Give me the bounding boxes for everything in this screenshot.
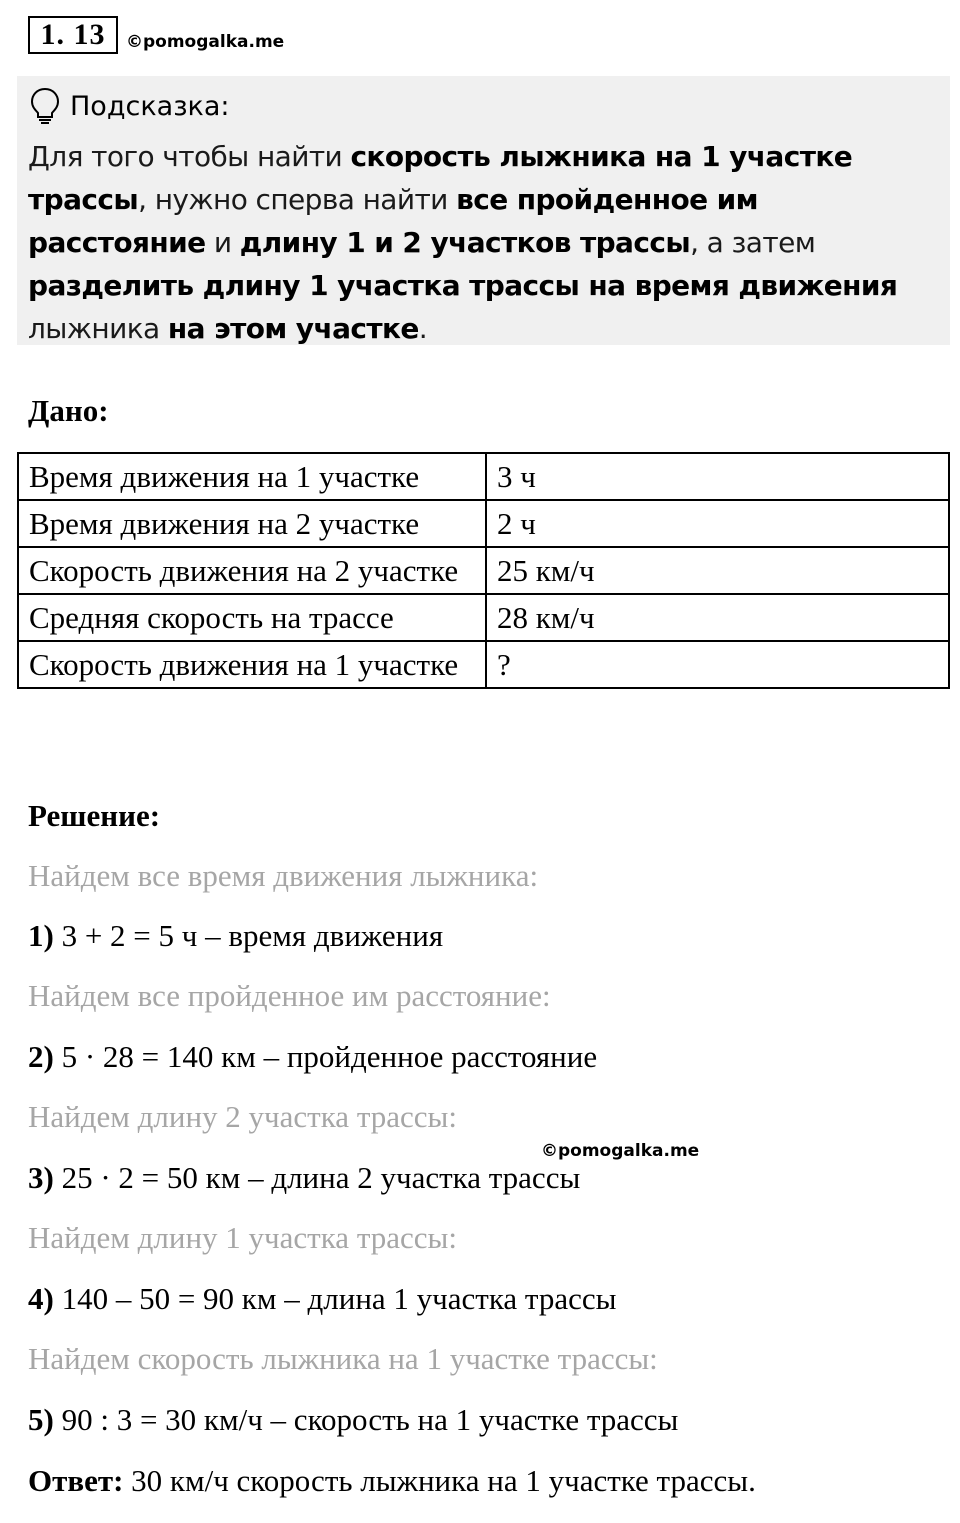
step-3-hint: Найдем длину 2 участка трассы: <box>28 1099 457 1134</box>
given-table <box>17 452 950 689</box>
step-5-number: 5) <box>28 1402 54 1437</box>
step-3-text: 25 · 2 = 50 км – длина 2 участка трассы <box>53 1160 581 1195</box>
answer <box>28 1463 756 1499</box>
given-row <box>18 547 949 594</box>
given-quantity: Средняя скорость на трассе <box>18 594 486 641</box>
lightbulb-icon <box>30 87 60 125</box>
step-2-hint: Найдем все пройденное им расстояние: <box>28 978 551 1013</box>
answer-label: Ответ: <box>28 1463 124 1498</box>
hint-emphasis: длину 1 и 2 участков трассы <box>239 226 691 259</box>
given-quantity: Время движения на 1 участке <box>18 453 486 500</box>
given-row <box>18 594 949 641</box>
step-5 <box>28 1402 678 1438</box>
given-quantity: Скорость движения на 1 участке <box>18 641 486 688</box>
task-number: 1. 13 <box>28 16 118 54</box>
hint-emphasis: скорость лыжника на 1 участке трассы <box>28 140 853 216</box>
hint-emphasis: на этом участке <box>167 312 419 345</box>
hint-segment: . <box>418 312 428 345</box>
hint-segment: , нужно сперва найти <box>138 183 457 216</box>
step-4-hint: Найдем длину 1 участка трассы: <box>28 1220 457 1255</box>
hint-segment: Для того чтобы найти <box>28 140 351 173</box>
hint-text <box>28 135 933 350</box>
given-row <box>18 453 949 500</box>
step-2-text: 5 · 28 = 140 км – пройденное расстояние <box>53 1039 598 1074</box>
step-1-number: 1) <box>28 918 54 953</box>
hint-emphasis: все пройденное им расстояние <box>28 183 758 259</box>
hint-header <box>30 84 230 128</box>
watermark-top: ©pomogalka.me <box>126 32 285 52</box>
step-1 <box>28 918 443 954</box>
hint-segment: лыжника <box>28 312 168 345</box>
hint-segment: и <box>205 226 240 259</box>
step-3-number: 3) <box>28 1160 54 1195</box>
step-4-text: 140 – 50 = 90 км – длина 1 участка трассы <box>53 1281 617 1316</box>
step-4-number: 4) <box>28 1281 54 1316</box>
given-value: 2 ч <box>486 500 949 547</box>
given-value: 28 км/ч <box>486 594 949 641</box>
step-3 <box>28 1160 580 1196</box>
answer-text: 30 км/ч скорость лыжника на 1 участке трассы. <box>123 1463 756 1498</box>
step-5-text: 90 : 3 = 30 км/ч – скорость на 1 участке трассы <box>53 1402 679 1437</box>
hint-emphasis: разделить длину 1 участка трассы на время движения <box>28 269 898 302</box>
given-value: 3 ч <box>486 453 949 500</box>
hint-title: Подсказка: <box>70 90 230 122</box>
step-5-hint: Найдем скорость лыжника на 1 участке трассы: <box>28 1341 658 1376</box>
given-value: ? <box>486 641 949 688</box>
hint-segment: , а затем <box>690 226 816 259</box>
given-quantity: Скорость движения на 2 участке <box>18 547 486 594</box>
solution-label: Решение: <box>28 798 161 833</box>
watermark-middle: ©pomogalka.me <box>541 1141 700 1161</box>
given-label: Дано: <box>28 393 109 428</box>
step-2-number: 2) <box>28 1039 54 1074</box>
given-row <box>18 641 949 688</box>
step-2 <box>28 1039 597 1075</box>
step-4 <box>28 1281 616 1317</box>
given-row <box>18 500 949 547</box>
step-1-hint: Найдем все время движения лыжника: <box>28 858 539 893</box>
given-value: 25 км/ч <box>486 547 949 594</box>
given-quantity: Время движения на 2 участке <box>18 500 486 547</box>
step-1-text: 3 + 2 = 5 ч – время движения <box>53 918 444 953</box>
